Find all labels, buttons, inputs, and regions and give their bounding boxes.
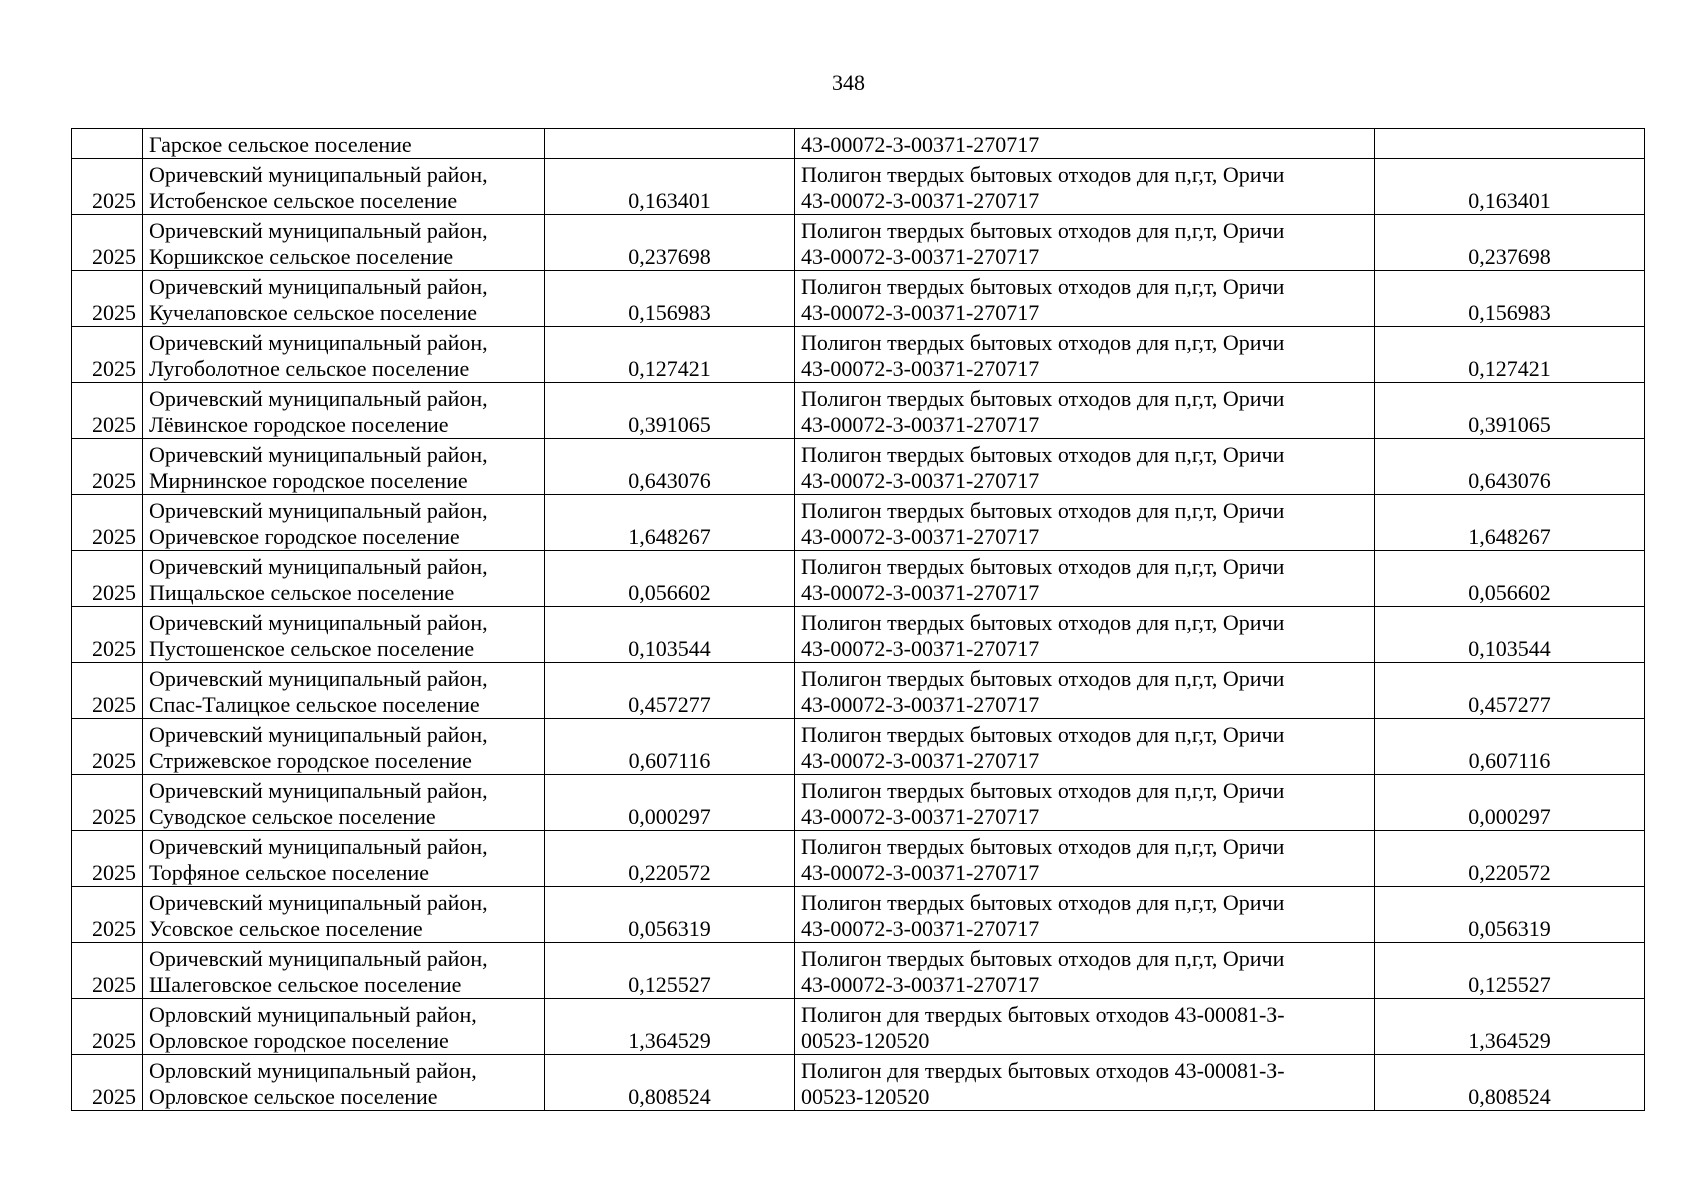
- cell-total: 0,457277: [1375, 663, 1645, 719]
- cell-municipality: [143, 999, 545, 1055]
- table-row: [72, 607, 1645, 663]
- municipality-line-2: Суводское сельское поселение: [149, 804, 436, 829]
- cell-municipality: [143, 439, 545, 495]
- facility-line-2: 43-00072-3-00371-270717: [801, 132, 1040, 157]
- municipality-line-1: Оричевский муниципальный район,: [149, 778, 488, 803]
- cell-facility: [795, 215, 1375, 271]
- cell-total: 0,056319: [1375, 887, 1645, 943]
- facility-line-1: Полигон твердых бытовых отходов для п,г,т, Оричи: [801, 722, 1285, 747]
- cell-municipality: [143, 607, 545, 663]
- facility-line-1: Полигон твердых бытовых отходов для п,г,т, Оричи: [801, 610, 1285, 635]
- municipality-line-2: Орловское сельское поселение: [149, 1084, 438, 1109]
- cell-total: 0,156983: [1375, 271, 1645, 327]
- cell-mass: 0,643076: [545, 439, 795, 495]
- cell-municipality: [143, 1055, 545, 1111]
- municipality-line-1: Оричевский муниципальный район,: [149, 442, 488, 467]
- cell-facility: [795, 271, 1375, 327]
- facility-line-2: 43-00072-3-00371-270717: [801, 804, 1040, 829]
- waste-disposal-table: [71, 128, 1645, 1111]
- facility-line-1: Полигон твердых бытовых отходов для п,г,т, Оричи: [801, 666, 1285, 691]
- municipality-line-1: Оричевский муниципальный район,: [149, 610, 488, 635]
- cell-facility: [795, 943, 1375, 999]
- facility-line-2: 43-00072-3-00371-270717: [801, 412, 1040, 437]
- municipality-line-1: Оричевский муниципальный район,: [149, 274, 488, 299]
- municipality-line-1: Оричевский муниципальный район,: [149, 498, 488, 523]
- facility-line-1: Полигон твердых бытовых отходов для п,г,т, Оричи: [801, 442, 1285, 467]
- municipality-line-2: Гарское сельское поселение: [149, 132, 412, 157]
- facility-line-2: 43-00072-3-00371-270717: [801, 636, 1040, 661]
- municipality-line-2: Коршикское сельское поселение: [149, 244, 454, 269]
- cell-mass: 0,457277: [545, 663, 795, 719]
- cell-facility: [795, 439, 1375, 495]
- cell-facility: [795, 495, 1375, 551]
- cell-facility: [795, 775, 1375, 831]
- cell-municipality: [143, 887, 545, 943]
- cell-total: 0,103544: [1375, 607, 1645, 663]
- cell-mass: 0,220572: [545, 831, 795, 887]
- municipality-line-1: Оричевский муниципальный район,: [149, 946, 488, 971]
- table-row: [72, 495, 1645, 551]
- cell-year: 2025: [72, 215, 143, 271]
- facility-line-1: Полигон твердых бытовых отходов для п,г,т, Оричи: [801, 330, 1285, 355]
- municipality-line-1: Оричевский муниципальный район,: [149, 666, 488, 691]
- facility-line-1: Полигон твердых бытовых отходов для п,г,т, Оричи: [801, 554, 1285, 579]
- facility-line-2: 00523-120520: [801, 1028, 930, 1053]
- cell-mass: 0,607116: [545, 719, 795, 775]
- municipality-line-1: Оричевский муниципальный район,: [149, 162, 488, 187]
- cell-facility: [795, 607, 1375, 663]
- cell-year: 2025: [72, 383, 143, 439]
- table-row: [72, 327, 1645, 383]
- cell-mass: 0,127421: [545, 327, 795, 383]
- cell-municipality: [143, 775, 545, 831]
- cell-municipality: [143, 663, 545, 719]
- cell-total: 0,125527: [1375, 943, 1645, 999]
- table-row-continued: [72, 129, 1645, 159]
- facility-line-1: Полигон для твердых бытовых отходов 43-00081-З-: [801, 1058, 1285, 1083]
- municipality-line-1: Орловский муниципальный район,: [149, 1002, 477, 1027]
- municipality-line-1: Оричевский муниципальный район,: [149, 554, 488, 579]
- municipality-line-1: Оричевский муниципальный район,: [149, 834, 488, 859]
- municipality-line-2: Лёвинское городское поселение: [149, 412, 449, 437]
- municipality-line-2: Усовское сельское поселение: [149, 916, 423, 941]
- cell-total: 0,056602: [1375, 551, 1645, 607]
- facility-line-2: 43-00072-3-00371-270717: [801, 916, 1040, 941]
- cell-total: 0,808524: [1375, 1055, 1645, 1111]
- facility-line-1: Полигон для твердых бытовых отходов 43-00081-З-: [801, 1002, 1285, 1027]
- table-row: [72, 887, 1645, 943]
- cell-municipality: [143, 159, 545, 215]
- facility-line-1: Полигон твердых бытовых отходов для п,г,т, Оричи: [801, 834, 1285, 859]
- facility-line-2: 43-00072-3-00371-270717: [801, 748, 1040, 773]
- facility-line-2: 43-00072-3-00371-270717: [801, 860, 1040, 885]
- facility-line-2: 43-00072-3-00371-270717: [801, 244, 1040, 269]
- municipality-line-2: Пищальское сельское поселение: [149, 580, 455, 605]
- cell-year: [72, 129, 143, 159]
- cell-year: 2025: [72, 887, 143, 943]
- table-row: [72, 271, 1645, 327]
- facility-line-1: Полигон твердых бытовых отходов для п,г,т, Оричи: [801, 218, 1285, 243]
- cell-total: 0,607116: [1375, 719, 1645, 775]
- cell-municipality: [143, 129, 545, 159]
- facility-line-2: 43-00072-3-00371-270717: [801, 188, 1040, 213]
- cell-mass: 0,808524: [545, 1055, 795, 1111]
- cell-total: 1,364529: [1375, 999, 1645, 1055]
- municipality-line-2: Торфяное сельское поселение: [149, 860, 430, 885]
- cell-total: [1375, 129, 1645, 159]
- municipality-line-1: Оричевский муниципальный район,: [149, 890, 488, 915]
- table-row: [72, 383, 1645, 439]
- cell-total: 0,391065: [1375, 383, 1645, 439]
- facility-line-1: Полигон твердых бытовых отходов для п,г,т, Оричи: [801, 162, 1285, 187]
- cell-year: 2025: [72, 271, 143, 327]
- cell-municipality: [143, 383, 545, 439]
- cell-year: 2025: [72, 943, 143, 999]
- cell-municipality: [143, 327, 545, 383]
- cell-facility: [795, 999, 1375, 1055]
- municipality-line-1: Оричевский муниципальный район,: [149, 386, 488, 411]
- municipality-line-2: Мирнинское городское поселение: [149, 468, 468, 493]
- facility-line-1: Полигон твердых бытовых отходов для п,г,т, Оричи: [801, 778, 1285, 803]
- facility-line-2: 00523-120520: [801, 1084, 930, 1109]
- cell-municipality: [143, 215, 545, 271]
- table-row: [72, 999, 1645, 1055]
- cell-municipality: [143, 831, 545, 887]
- facility-line-2: 43-00072-3-00371-270717: [801, 356, 1040, 381]
- cell-total: 0,163401: [1375, 159, 1645, 215]
- cell-total: 1,648267: [1375, 495, 1645, 551]
- facility-line-1: Полигон твердых бытовых отходов для п,г,т, Оричи: [801, 890, 1285, 915]
- municipality-line-2: Шалеговское сельское поселение: [149, 972, 462, 997]
- municipality-line-1: Орловский муниципальный район,: [149, 1058, 477, 1083]
- cell-year: 2025: [72, 551, 143, 607]
- cell-mass: 0,125527: [545, 943, 795, 999]
- table-row: [72, 775, 1645, 831]
- cell-mass: 0,103544: [545, 607, 795, 663]
- cell-mass: 1,648267: [545, 495, 795, 551]
- cell-total: 0,127421: [1375, 327, 1645, 383]
- cell-mass: 1,364529: [545, 999, 795, 1055]
- municipality-line-2: Истобенское сельское поселение: [149, 188, 458, 213]
- cell-year: 2025: [72, 607, 143, 663]
- cell-municipality: [143, 271, 545, 327]
- cell-mass: [545, 129, 795, 159]
- table-body: [72, 129, 1645, 1111]
- cell-facility: [795, 129, 1375, 159]
- cell-mass: 0,156983: [545, 271, 795, 327]
- cell-municipality: [143, 551, 545, 607]
- table-row: [72, 831, 1645, 887]
- cell-total: 0,000297: [1375, 775, 1645, 831]
- cell-year: 2025: [72, 775, 143, 831]
- table-row: [72, 159, 1645, 215]
- cell-facility: [795, 383, 1375, 439]
- cell-year: 2025: [72, 999, 143, 1055]
- facility-line-2: 43-00072-3-00371-270717: [801, 468, 1040, 493]
- municipality-line-2: Кучелаповское сельское поселение: [149, 300, 478, 325]
- municipality-line-2: Оричевское городское поселение: [149, 524, 460, 549]
- cell-year: 2025: [72, 1055, 143, 1111]
- page-number: 348: [832, 70, 865, 95]
- table-row: [72, 663, 1645, 719]
- cell-facility: [795, 719, 1375, 775]
- cell-year: 2025: [72, 495, 143, 551]
- cell-mass: 0,056319: [545, 887, 795, 943]
- municipality-line-1: Оричевский муниципальный район,: [149, 330, 488, 355]
- cell-facility: [795, 831, 1375, 887]
- cell-facility: [795, 551, 1375, 607]
- facility-line-2: 43-00072-3-00371-270717: [801, 300, 1040, 325]
- table-row: [72, 1055, 1645, 1111]
- cell-year: 2025: [72, 663, 143, 719]
- facility-line-2: 43-00072-3-00371-270717: [801, 692, 1040, 717]
- facility-line-2: 43-00072-3-00371-270717: [801, 524, 1040, 549]
- cell-municipality: [143, 719, 545, 775]
- cell-year: 2025: [72, 327, 143, 383]
- cell-year: 2025: [72, 831, 143, 887]
- table-row: [72, 943, 1645, 999]
- cell-mass: 0,163401: [545, 159, 795, 215]
- municipality-line-2: Лугоболотное сельское поселение: [149, 356, 470, 381]
- cell-mass: 0,000297: [545, 775, 795, 831]
- municipality-line-2: Пустошенское сельское поселение: [149, 636, 475, 661]
- cell-facility: [795, 1055, 1375, 1111]
- facility-line-1: Полигон твердых бытовых отходов для п,г,т, Оричи: [801, 386, 1285, 411]
- facility-line-1: Полигон твердых бытовых отходов для п,г,т, Оричи: [801, 498, 1285, 523]
- cell-mass: 0,391065: [545, 383, 795, 439]
- cell-facility: [795, 663, 1375, 719]
- cell-year: 2025: [72, 719, 143, 775]
- cell-facility: [795, 159, 1375, 215]
- cell-facility: [795, 887, 1375, 943]
- cell-municipality: [143, 495, 545, 551]
- cell-total: 0,643076: [1375, 439, 1645, 495]
- cell-year: 2025: [72, 159, 143, 215]
- facility-line-2: 43-00072-3-00371-270717: [801, 580, 1040, 605]
- municipality-line-1: Оричевский муниципальный район,: [149, 218, 488, 243]
- cell-mass: 0,237698: [545, 215, 795, 271]
- table-row: [72, 719, 1645, 775]
- facility-line-2: 43-00072-3-00371-270717: [801, 972, 1040, 997]
- cell-total: 0,220572: [1375, 831, 1645, 887]
- municipality-line-1: Оричевский муниципальный район,: [149, 722, 488, 747]
- municipality-line-2: Спас-Талицкое сельское поселение: [149, 692, 480, 717]
- cell-mass: 0,056602: [545, 551, 795, 607]
- facility-line-1: Полигон твердых бытовых отходов для п,г,т, Оричи: [801, 946, 1285, 971]
- cell-total: 0,237698: [1375, 215, 1645, 271]
- table-row: [72, 215, 1645, 271]
- municipality-line-2: Стрижевское городское поселение: [149, 748, 472, 773]
- table-row: [72, 439, 1645, 495]
- facility-line-1: Полигон твердых бытовых отходов для п,г,т, Оричи: [801, 274, 1285, 299]
- cell-year: 2025: [72, 439, 143, 495]
- table-row: [72, 551, 1645, 607]
- cell-municipality: [143, 943, 545, 999]
- cell-facility: [795, 327, 1375, 383]
- municipality-line-2: Орловское городское поселение: [149, 1028, 449, 1053]
